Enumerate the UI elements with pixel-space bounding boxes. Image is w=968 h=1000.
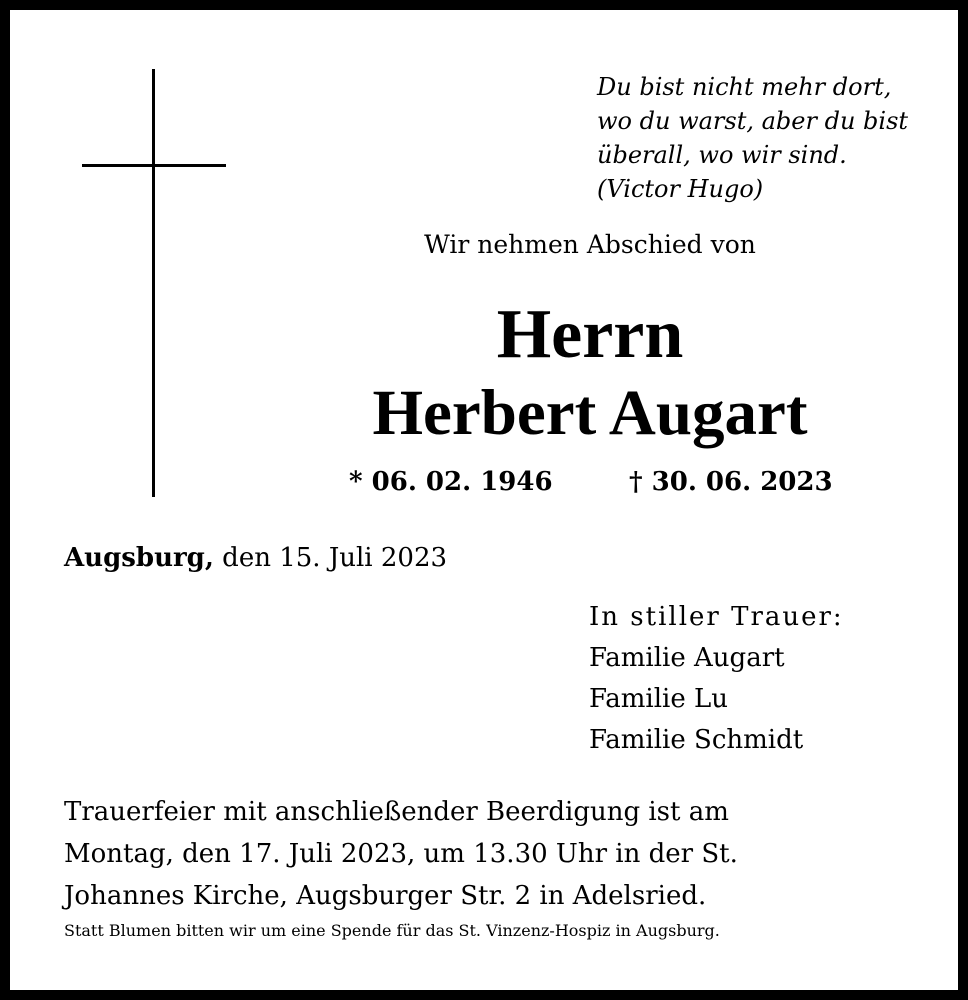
service-line: Johannes Kirche, Augsburger Str. 2 in Adelsried. xyxy=(64,881,707,911)
honorific: Herrn xyxy=(496,296,684,373)
quote-line: Du bist nicht mehr dort, xyxy=(597,73,892,101)
quote-author: (Victor Hugo) xyxy=(597,175,764,203)
funeral-service-info xyxy=(64,791,738,917)
service-line: Trauerfeier mit anschließender Beerdigung ist am xyxy=(64,797,729,827)
mourner-family: Familie Schmidt xyxy=(589,725,804,755)
quote-line: wo du warst, aber du bist xyxy=(597,107,909,135)
birth-date: * 06. 02. 1946 xyxy=(349,467,553,497)
farewell-intro: Wir nehmen Abschied von xyxy=(424,230,756,259)
mourners-heading: In stiller Trauer: xyxy=(589,602,844,632)
cross-horizontal-bar xyxy=(82,164,226,167)
donation-note: Statt Blumen bitten wir um eine Spende für das St. Vinzenz-Hospiz in Augsburg. xyxy=(64,921,720,940)
mourner-family: Familie Lu xyxy=(589,684,729,714)
cross-vertical-bar xyxy=(152,69,155,497)
place-date: den 15. Juli 2023 xyxy=(213,543,448,573)
mourners-block xyxy=(589,597,844,761)
place-city: Augsburg, xyxy=(64,543,214,573)
quote-line: überall, wo wir sind. xyxy=(597,141,847,169)
mourner-family: Familie Augart xyxy=(589,643,785,673)
death-date: † 30. 06. 2023 xyxy=(629,467,833,497)
service-line: Montag, den 17. Juli 2023, um 13.30 Uhr in der St. xyxy=(64,839,738,869)
place-and-date xyxy=(64,543,447,573)
deceased-name: Herbert Augart xyxy=(372,377,808,449)
memorial-quote xyxy=(597,70,908,206)
